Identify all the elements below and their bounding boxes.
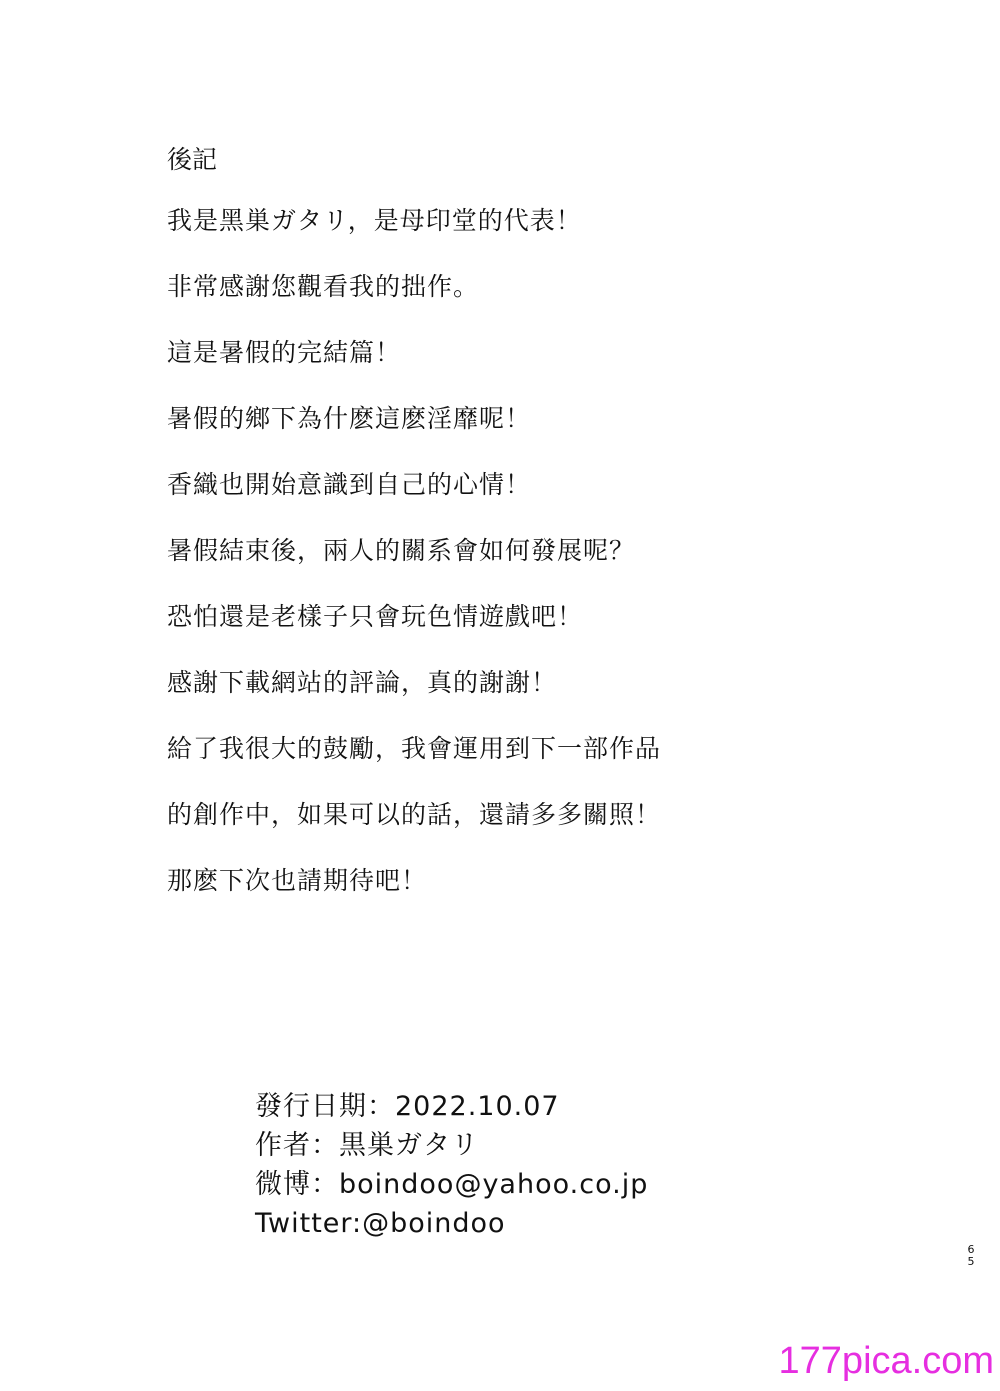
colophon [255, 1087, 775, 1243]
twitter-handle: Twitter:@boindoo [255, 1208, 506, 1239]
page-number-digit: 5 [967, 1255, 975, 1268]
afterword-line: 那麽下次也請期待吧！ [167, 866, 428, 895]
afterword-line: 暑假的鄉下為什麽這麽淫靡呢！ [167, 404, 532, 433]
afterword-line: 非常感謝您觀看我的拙作。 [167, 272, 480, 301]
afterword-line: 感謝下載網站的評論，真的謝謝！ [167, 668, 558, 697]
page-number-digit: 6 [967, 1243, 975, 1256]
afterword-line: 我是黑巣ガタリ，是母印堂的代表！ [167, 206, 582, 235]
release-date: 發行日期：2022.10.07 [255, 1091, 560, 1122]
afterword-line: 暑假結束後，兩人的關系會如何發展呢？ [167, 536, 636, 565]
afterword-section [167, 138, 807, 925]
afterword-line: 這是暑假的完結篇！ [167, 338, 402, 367]
afterword-line: 給了我很大的鼓勵，我會運用到下一部作品 [167, 734, 662, 763]
afterword-heading: 後記 [167, 145, 218, 174]
site-watermark: 177pica.com [778, 1340, 994, 1382]
afterword-line: 恐怕還是老樣子只會玩色情遊戲吧！ [167, 602, 584, 631]
afterword-line: 香織也開始意識到自己的心情！ [167, 470, 532, 499]
page-number [964, 1244, 978, 1268]
author-credit: 作者：黒巣ガタリ [255, 1130, 479, 1161]
afterword-line: 的創作中，如果可以的話，還請多多關照！ [167, 800, 662, 829]
weibo-contact: 微博：boindoo@yahoo.co.jp [255, 1169, 649, 1200]
